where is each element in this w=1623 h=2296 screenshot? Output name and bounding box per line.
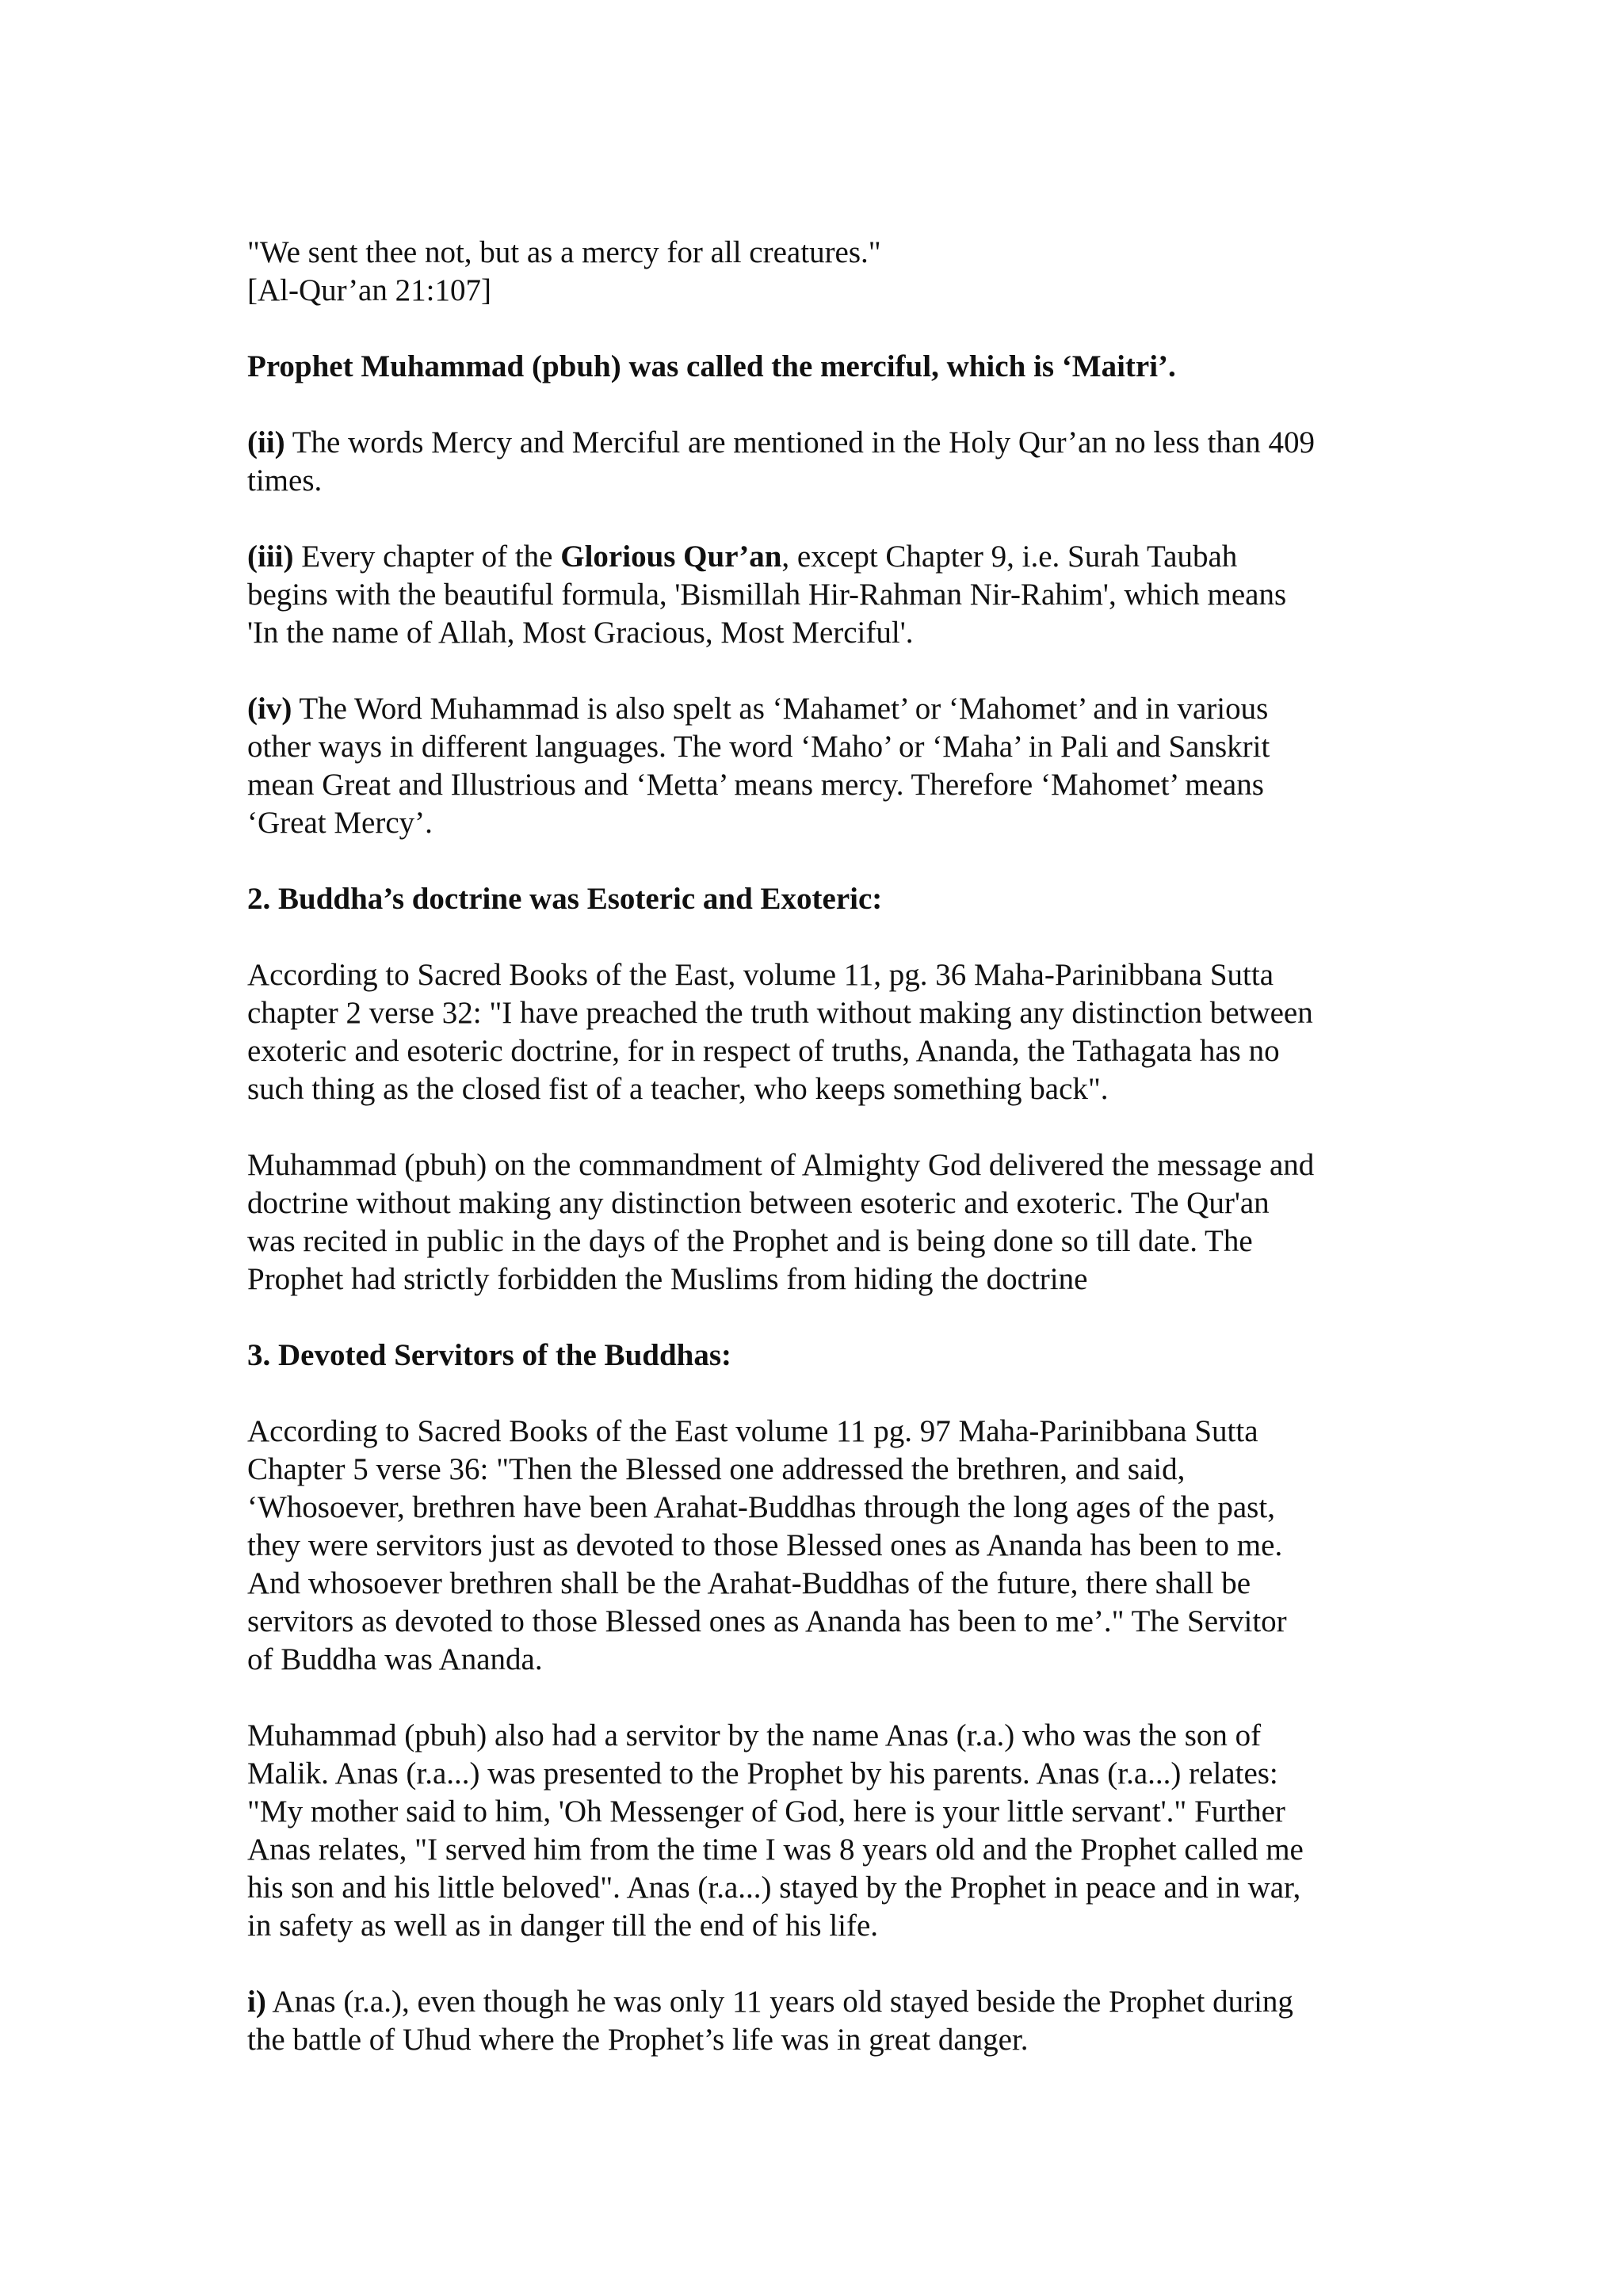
paragraph-line: Muhammad (pbuh) also had a servitor by the name Anas (r.a.) who was the son of: [247, 1718, 1262, 1753]
point-ii-line: times.: [247, 463, 323, 498]
section-2-paragraph-1: [247, 956, 1388, 1108]
paragraph-line: Chapter 5 verse 36: "Then the Blessed one addressed the brethren, and said,: [247, 1452, 1186, 1486]
paragraph-line: such thing as the closed fist of a teacher, who keeps something back".: [247, 1072, 1109, 1106]
point-iii: [247, 538, 1388, 652]
section-3-heading-text: 3. Devoted Servitors of the Buddhas:: [247, 1338, 731, 1372]
paragraph-line: "My mother said to him, 'Oh Messenger of God, here is your little servant'." Further: [247, 1794, 1285, 1829]
section-2-heading-text: 2. Buddha’s doctrine was Esoteric and Exoteric:: [247, 882, 883, 916]
paragraph-line: exoteric and esoteric doctrine, for in respect of truths, Ananda, the Tathagata has no: [247, 1034, 1280, 1068]
point-i-line: Anas (r.a.), even though he was only 11 years old stayed beside the Prophet during: [265, 1985, 1293, 2019]
paragraph-line: they were servitors just as devoted to those Blessed ones as Ananda has been to me.: [247, 1528, 1283, 1562]
paragraph-line: ‘Whosoever, brethren have been Arahat-Buddhas through the long ages of the past,: [247, 1490, 1275, 1524]
point-i-line: the battle of Uhud where the Prophet’s life was in great danger.: [247, 2023, 1029, 2057]
paragraph-line: Anas relates, "I served him from the time I was 8 years old and the Prophet called me: [247, 1833, 1304, 1867]
quote-text: "We sent thee not, but as a mercy for all creatures.": [247, 235, 881, 269]
paragraph-line: his son and his little beloved". Anas (r.a...) stayed by the Prophet in peace and in war,: [247, 1871, 1301, 1905]
maitri-statement: [247, 348, 1388, 386]
point-iii-line: begins with the beautiful formula, 'Bismillah Hir-Rahman Nir-Rahim', which means: [247, 578, 1287, 612]
point-iii-text: Every chapter of the: [293, 540, 561, 574]
point-i-marker: i): [247, 1985, 266, 2019]
point-iii-text: , except Chapter 9, i.e. Surah Taubah: [781, 540, 1238, 574]
paragraph-line: was recited in public in the days of the Prophet and is being done so till date. The: [247, 1224, 1253, 1258]
paragraph-line: of Buddha was Ananda.: [247, 1642, 543, 1676]
point-iv-line: ‘Great Mercy’.: [247, 806, 433, 840]
section-3-heading: [247, 1337, 1388, 1375]
paragraph-line: According to Sacred Books of the East volume 11 pg. 97 Maha-Parinibbana Sutta: [247, 1414, 1258, 1448]
paragraph-line: Muhammad (pbuh) on the commandment of Almighty God delivered the message and: [247, 1148, 1315, 1182]
paragraph-line: According to Sacred Books of the East, volume 11, pg. 36 Maha-Parinibbana Sutta: [247, 958, 1274, 992]
point-iv-marker: (iv): [247, 692, 292, 726]
point-ii-marker: (ii): [247, 425, 285, 460]
point-iv: [247, 690, 1388, 842]
point-iv-line: other ways in different languages. The word ‘Maho’ or ‘Maha’ in Pali and Sanskrit: [247, 730, 1270, 764]
document-body: [247, 234, 1388, 2097]
paragraph-line: servitors as devoted to those Blessed ones as Ananda has been to me’." The Servitor: [247, 1604, 1287, 1638]
section-3-paragraph-2: [247, 1717, 1388, 1945]
point-iv-line: The Word Muhammad is also spelt as ‘Mahamet’ or ‘Mahomet’ and in various: [292, 692, 1269, 726]
section-3-paragraph-1: [247, 1413, 1388, 1679]
point-iii-line: 'In the name of Allah, Most Gracious, Most Merciful'.: [247, 616, 914, 650]
point-iv-line: mean Great and Illustrious and ‘Metta’ means mercy. Therefore ‘Mahomet’ means: [247, 768, 1264, 802]
point-i: [247, 1983, 1388, 2059]
paragraph-line: Malik. Anas (r.a...) was presented to the Prophet by his parents. Anas (r.a...) relates:: [247, 1756, 1278, 1791]
quote-reference: [Al-Qur’an 21:107]: [247, 273, 491, 307]
paragraph-line: And whosoever brethren shall be the Arahat-Buddhas of the future, there shall be: [247, 1566, 1251, 1600]
point-iii-marker: (iii): [247, 540, 294, 574]
section-2-paragraph-2: [247, 1146, 1388, 1299]
point-ii-line: The words Mercy and Merciful are mentioned in the Holy Qur’an no less than 409: [285, 425, 1315, 460]
point-ii: [247, 424, 1388, 500]
paragraph-line: chapter 2 verse 32: "I have preached the truth without making any distinction between: [247, 996, 1313, 1030]
paragraph-line: doctrine without making any distinction between esoteric and exoteric. The Qur'an: [247, 1186, 1270, 1220]
section-2-heading: [247, 880, 1388, 918]
maitri-statement-text: Prophet Muhammad (pbuh) was called the merciful, which is ‘Maitri’.: [247, 349, 1176, 383]
glorious-quran-bold: Glorious Qur’an: [560, 540, 782, 574]
quran-quote: [247, 234, 1388, 310]
paragraph-line: Prophet had strictly forbidden the Muslims from hiding the doctrine: [247, 1262, 1088, 1296]
paragraph-line: in safety as well as in danger till the end of his life.: [247, 1909, 879, 1943]
